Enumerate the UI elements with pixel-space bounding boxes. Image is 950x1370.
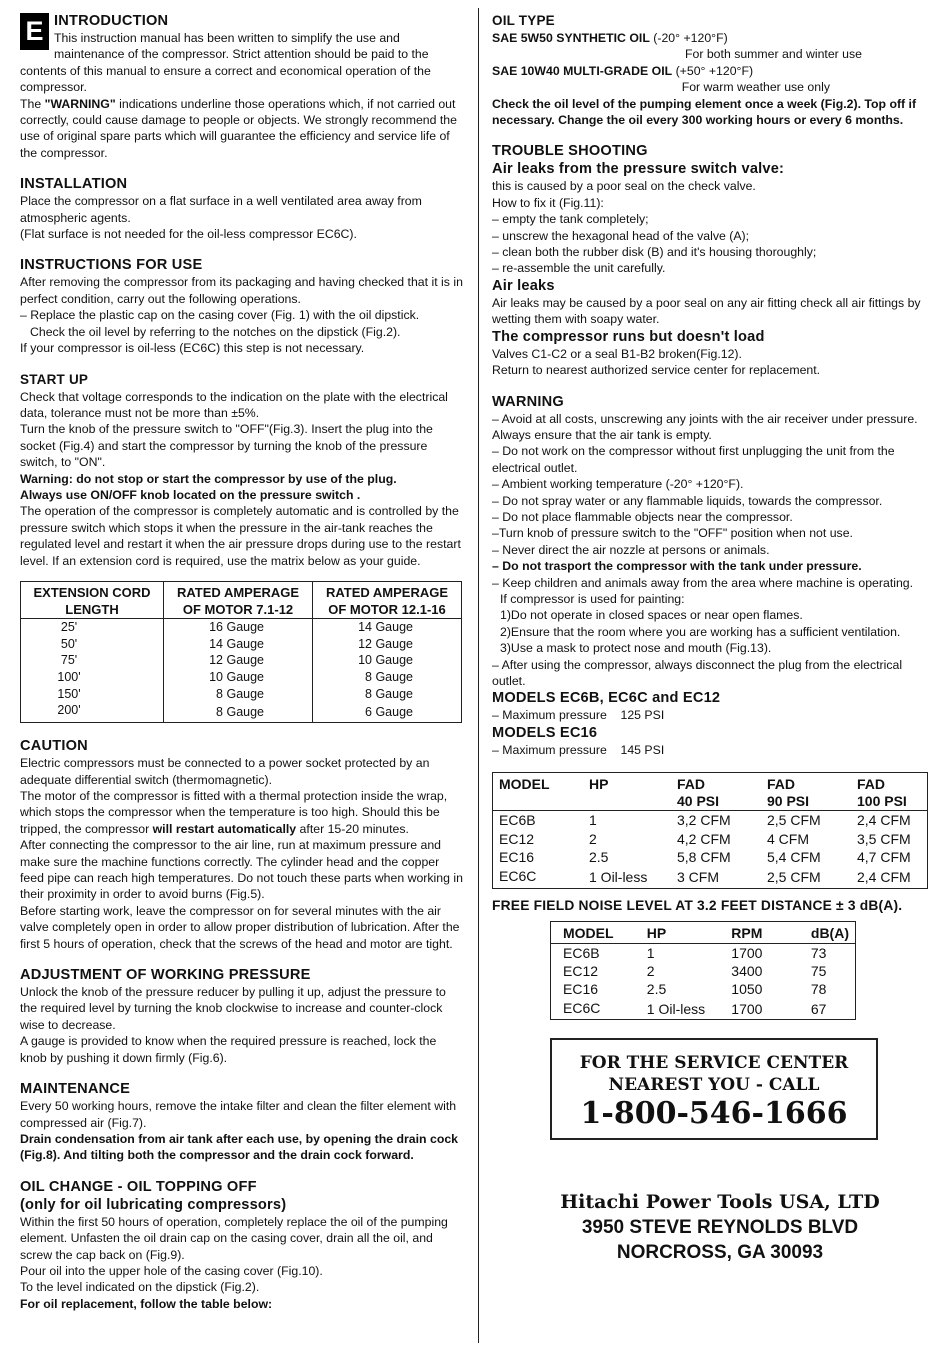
list-item: 3)Use a mask to protect nose and mouth (Fig.13). xyxy=(500,641,772,656)
oil-type-1: SAE 5W50 SYNTHETIC OIL (-20° +120°F) xyxy=(492,31,728,45)
models-pressure-section xyxy=(492,689,934,758)
warning-section xyxy=(492,393,934,690)
adjustment-title: ADJUSTMENT OF WORKING PRESSURE xyxy=(20,967,311,984)
max-pressure-1: – Maximum pressure 125 PSI xyxy=(492,708,665,723)
trouble-title: TROUBLE SHOOTING xyxy=(492,143,648,160)
list-item: – re-assemble the unit carefully. xyxy=(492,261,666,276)
table-row: EC12 2 4,2 CFM 4 CFM 3,5 CFM xyxy=(499,830,911,847)
oil-check-text: Check the oil level of the pumping element once a week (Fig.2). Top off if necessary. Change the oil every 300 working hours or every 6 months. xyxy=(492,96,917,128)
table-row: EC6B 1 1700 73 xyxy=(563,944,827,961)
left-column xyxy=(20,12,466,1312)
right-column xyxy=(492,12,934,1265)
table-row: EC16 2.5 5,8 CFM 5,4 CFM 4,7 CFM xyxy=(499,849,911,866)
maintenance-text: Every 50 working hours, remove the intake filter and clean the filter element with compressed air (Fig.7). xyxy=(20,1099,457,1130)
oil-change-section xyxy=(20,1178,466,1312)
trouble-sub-2: Air leaks xyxy=(492,277,555,294)
trouble-text-2: How to fix it (Fig.11): xyxy=(492,195,604,210)
list-item: – Do not spray water or any flammable liquids, towards the compressor. xyxy=(492,493,883,508)
models-title-1: MODELS EC6B, EC6C and EC12 xyxy=(492,690,721,707)
trouble-text-5: Return to nearest authorized service center for replacement. xyxy=(492,363,821,378)
company-name: Hitachi Power Tools USA, LTD xyxy=(560,1191,880,1214)
service-phone: 1-800-546-1666 xyxy=(580,1096,848,1132)
service-line-2: NEAREST YOU - CALL xyxy=(608,1075,820,1096)
startup-text-3: The operation of the compressor is completely automatic and is controlled by the pressure switch which stops it when the pressure in the air-tank reaches the regulated level and restart it when the air pressure drops during use to the restart level. If an extension cord is required, use the matrix below as your guide. xyxy=(20,504,461,568)
list-item: If compressor is used for painting: xyxy=(500,591,685,606)
list-item: – Keep children and animals away from the area where machine is operating. xyxy=(492,575,914,590)
list-item: – Do not place flammable objects near the compressor. xyxy=(492,509,793,524)
table-row: 150' 8 Gauge 8 Gauge xyxy=(21,686,462,703)
instructions-step-2: Check the oil level by referring to the notches on the dipstick (Fig.2). xyxy=(30,324,401,339)
adjustment-text-2: A gauge is provided to know when the required pressure is reached, lock the knob by pushing it down firmly (Fig.6). xyxy=(20,1034,437,1065)
oil-type-title: OIL TYPE xyxy=(492,13,555,28)
trouble-sub-3: The compressor runs but doesn't load xyxy=(492,328,765,345)
list-item: – empty the tank completely; xyxy=(492,212,649,227)
startup-section xyxy=(20,371,466,569)
list-item: – Do not work on the compressor without first unplugging the unit from the electrical outlet. xyxy=(492,444,895,475)
instructions-title: INSTRUCTIONS FOR USE xyxy=(20,257,203,274)
caution-text-2: The motor of the compressor is fitted with a thermal protection inside the wrap, which stops the compressor when the temperature is too high. Should this be tripped, the compressor will restart automatically after 15-20 minutes. xyxy=(20,789,448,836)
list-item: – Never direct the air nozzle at persons or animals. xyxy=(492,542,770,557)
instructions-step: – Replace the plastic cap on the casing cover (Fig. 1) with the oil dipstick. xyxy=(20,308,420,323)
caution-title: CAUTION xyxy=(20,738,88,755)
startup-warning-2: Always use ON/OFF knob located on the pressure switch . xyxy=(20,487,361,502)
table-row: EC6C 1 Oil-less 3 CFM 2,5 CFM 2,4 CFM xyxy=(499,868,911,885)
intro-title: INTRODUCTION xyxy=(54,13,169,29)
table-row: 50' 14 Gauge 12 Gauge xyxy=(21,636,462,653)
street-address: 3950 STEVE REYNOLDS BLVD xyxy=(581,1217,859,1239)
oil-type-2-note: For warm weather use only xyxy=(681,80,830,95)
oil-type-1-note: For both summer and winter use xyxy=(684,47,862,62)
startup-text-2: Turn the knob of the pressure switch to "OFF"(Fig.3). Insert the plug into the socket (Fig.4) and start the compressor by turning the knob of the pressure switch, to "ON". xyxy=(20,422,433,470)
table-row: EC12 2 3400 75 xyxy=(563,963,827,979)
list-item: – unscrew the hexagonal head of the valve (A); xyxy=(492,228,750,243)
address-block xyxy=(506,1190,934,1265)
fad-table: MODEL HP FAD FAD FAD 40 PSI 90 PSI 100 PSI EC6B 1 3,2 CFM 2,5 CFM 2,4 CFM EC12 2 4,2 CFM 4 CFM 3,5 CFM EC16 2.5 5,8 CFM 5,4 CFM 4,7 CFM EC6C 1 Oil-less 3 CFM 2,5 CFM 2,4 CFM xyxy=(492,772,928,888)
extension-cord-table xyxy=(20,581,462,723)
maintenance-text-2: Drain condensation from air tank after each use, by opening the drain cock (Fig.8). And tilting both the compressor and the drain cock forward. xyxy=(20,1131,459,1163)
ext-header-amp-low: RATED AMPERAGE OF MOTOR 7.1-12 xyxy=(164,581,313,618)
table-row: 75' 12 Gauge 10 Gauge xyxy=(21,652,462,669)
caution-section xyxy=(20,737,466,952)
intro-section xyxy=(20,12,466,161)
caution-text: Electric compressors must be connected to a power socket protected by an adequate differential switch (thermomagnetic). xyxy=(20,756,430,787)
list-item: – clean both the rubber disk (B) and it's housing thoroughly; xyxy=(492,245,817,260)
maintenance-title: MAINTENANCE xyxy=(20,1081,131,1098)
trouble-text: this is caused by a poor seal on the check valve. xyxy=(492,179,756,194)
intro-warning-text: The "WARNING" indications underline those operations which, if not carried out correctly, could cause damage to people or objects. We strongly recommend the use of original spare parts which will guarantee the efficiency and service life of the compressor. xyxy=(20,96,457,160)
service-center-box xyxy=(550,1038,878,1140)
list-item: – Avoid at all costs, unscrewing any joints with the air receiver under pressure. Always ensure that the air tank is empty. xyxy=(492,411,918,442)
adjustment-section xyxy=(20,966,466,1066)
warning-title: WARNING xyxy=(492,393,564,410)
installation-text: Place the compressor on a flat surface in a well ventilated area away from atmospheric agents. xyxy=(20,194,422,225)
startup-title: START UP xyxy=(20,371,89,387)
oil-change-subtitle: (only for oil lubricating compressors) xyxy=(20,1196,287,1213)
oil-change-text: Within the first 50 hours of operation, completely replace the oil of the pumping element. Unfasten the oil drain cap on the casing cover, drain all the oil, and screw the cap back on (Fig.9). xyxy=(20,1214,448,1262)
column-divider xyxy=(478,8,479,1343)
noise-title: FREE FIELD NOISE LEVEL AT 3.2 FEET DISTANCE ± 3 dB(A). xyxy=(492,897,903,913)
language-badge: E xyxy=(20,13,49,50)
ext-header-amp-high: RATED AMPERAGE OF MOTOR 12.1-16 xyxy=(313,581,462,618)
trouble-text-4: Valves C1-C2 or a seal B1-B2 broken(Fig.12). xyxy=(492,346,742,361)
list-item: – Ambient working temperature (-20° +120°F). xyxy=(492,477,744,492)
oil-change-title: OIL CHANGE - OIL TOPPING OFF xyxy=(20,1178,257,1195)
trouble-section xyxy=(492,142,934,378)
city-address: NORCROSS, GA 30093 xyxy=(616,1242,824,1264)
table-row: EC6C 1 Oil-less 1700 67 xyxy=(563,999,827,1017)
ext-header-length: EXTENSION CORD LENGTH xyxy=(21,581,164,618)
table-row: 100' 10 Gauge 8 Gauge xyxy=(21,669,462,686)
trouble-sub-1: Air leaks from the pressure switch valve: xyxy=(492,161,785,178)
oil-change-text-2: Pour oil into the upper hole of the casing cover (Fig.10). xyxy=(20,1263,323,1278)
list-item: 1)Do not operate in closed spaces or near open flames. xyxy=(500,608,803,623)
caution-text-3: After connecting the compressor to the air line, run at maximum pressure and make sure the machine functions correctly. The cylinder head and the copper feed pipe can reach high temperatures. Do not touch these parts when working in their proximity in order to avoid burns (Fig.5). xyxy=(20,838,463,902)
list-item: 2)Ensure that the room where you are working has a sufficient ventilation. xyxy=(500,624,901,639)
installation-section xyxy=(20,175,466,242)
oil-change-text-4: For oil replacement, follow the table below: xyxy=(20,1296,273,1311)
noise-table: MODEL HP RPM dB(A) EC6B 1 1700 73 EC12 2 3400 75 EC16 2.5 1050 78 EC6C 1 Oil-less 1700 67 xyxy=(550,921,856,1021)
oil-type-section xyxy=(492,12,934,128)
intro-text: This instruction manual has been written to simplify the use and maintenance of the compressor. Strict attention should be paid to the contents of this manual to ensure a correct and economical operation of the compressor. xyxy=(20,31,431,95)
list-item: – After using the compressor, always disconnect the plug from the electrical outlet. xyxy=(492,657,903,688)
maintenance-section xyxy=(20,1080,466,1164)
caution-text-4: Before starting work, leave the compressor on for several minutes with the air valve completely open in order to allow proper distribution of lubrication. After the first 5 hours of operation, check that the screws of the head and motor are tight. xyxy=(20,903,460,951)
adjustment-text: Unlock the knob of the pressure reducer by pulling it up, adjust the pressure to the required level by turning the knob clockwise to increase and counter-clock wise to decrease. xyxy=(20,985,446,1032)
startup-warning-1: Warning: do not stop or start the compressor by use of the plug. xyxy=(20,471,397,486)
oil-type-2: SAE 10W40 MULTI-GRADE OIL (+50° +120°F) xyxy=(492,63,754,78)
instructions-section xyxy=(20,256,466,356)
instructions-note: If your compressor is oil-less (EC6C) this step is not necessary. xyxy=(20,341,365,356)
instructions-text: After removing the compressor from its packaging and having checked that it is in perfect condition, carry out the following operations. xyxy=(20,275,463,306)
table-row: EC6B 1 3,2 CFM 2,5 CFM 2,4 CFM xyxy=(499,812,911,829)
table-row: EC16 2.5 1050 78 xyxy=(563,981,827,998)
trouble-text-3: Air leaks may be caused by a poor seal on any air fitting check all air fittings by wetting them with soapy water. xyxy=(492,295,921,327)
table-row: 25' 16 Gauge 14 Gauge xyxy=(21,618,462,635)
oil-change-text-3: To the level indicated on the dipstick (Fig.2). xyxy=(20,1280,260,1295)
list-item: –Turn knob of pressure switch to the "OFF" position when not use. xyxy=(492,526,853,541)
list-item: – Do not trasport the compressor with the tank under pressure. xyxy=(492,559,862,574)
service-line-1: FOR THE SERVICE CENTER xyxy=(579,1053,849,1074)
max-pressure-2: – Maximum pressure 145 PSI xyxy=(492,742,665,757)
installation-note: (Flat surface is not needed for the oil-less compressor EC6C). xyxy=(20,227,357,242)
startup-text: Check that voltage corresponds to the indication on the plate with the electrical data, tolerance must not be more than ±5%. xyxy=(20,389,448,420)
models-title-2: MODELS EC16 xyxy=(492,724,598,741)
table-row: 200' 8 Gauge 6 Gauge xyxy=(21,702,462,722)
installation-title: INSTALLATION xyxy=(20,176,128,193)
